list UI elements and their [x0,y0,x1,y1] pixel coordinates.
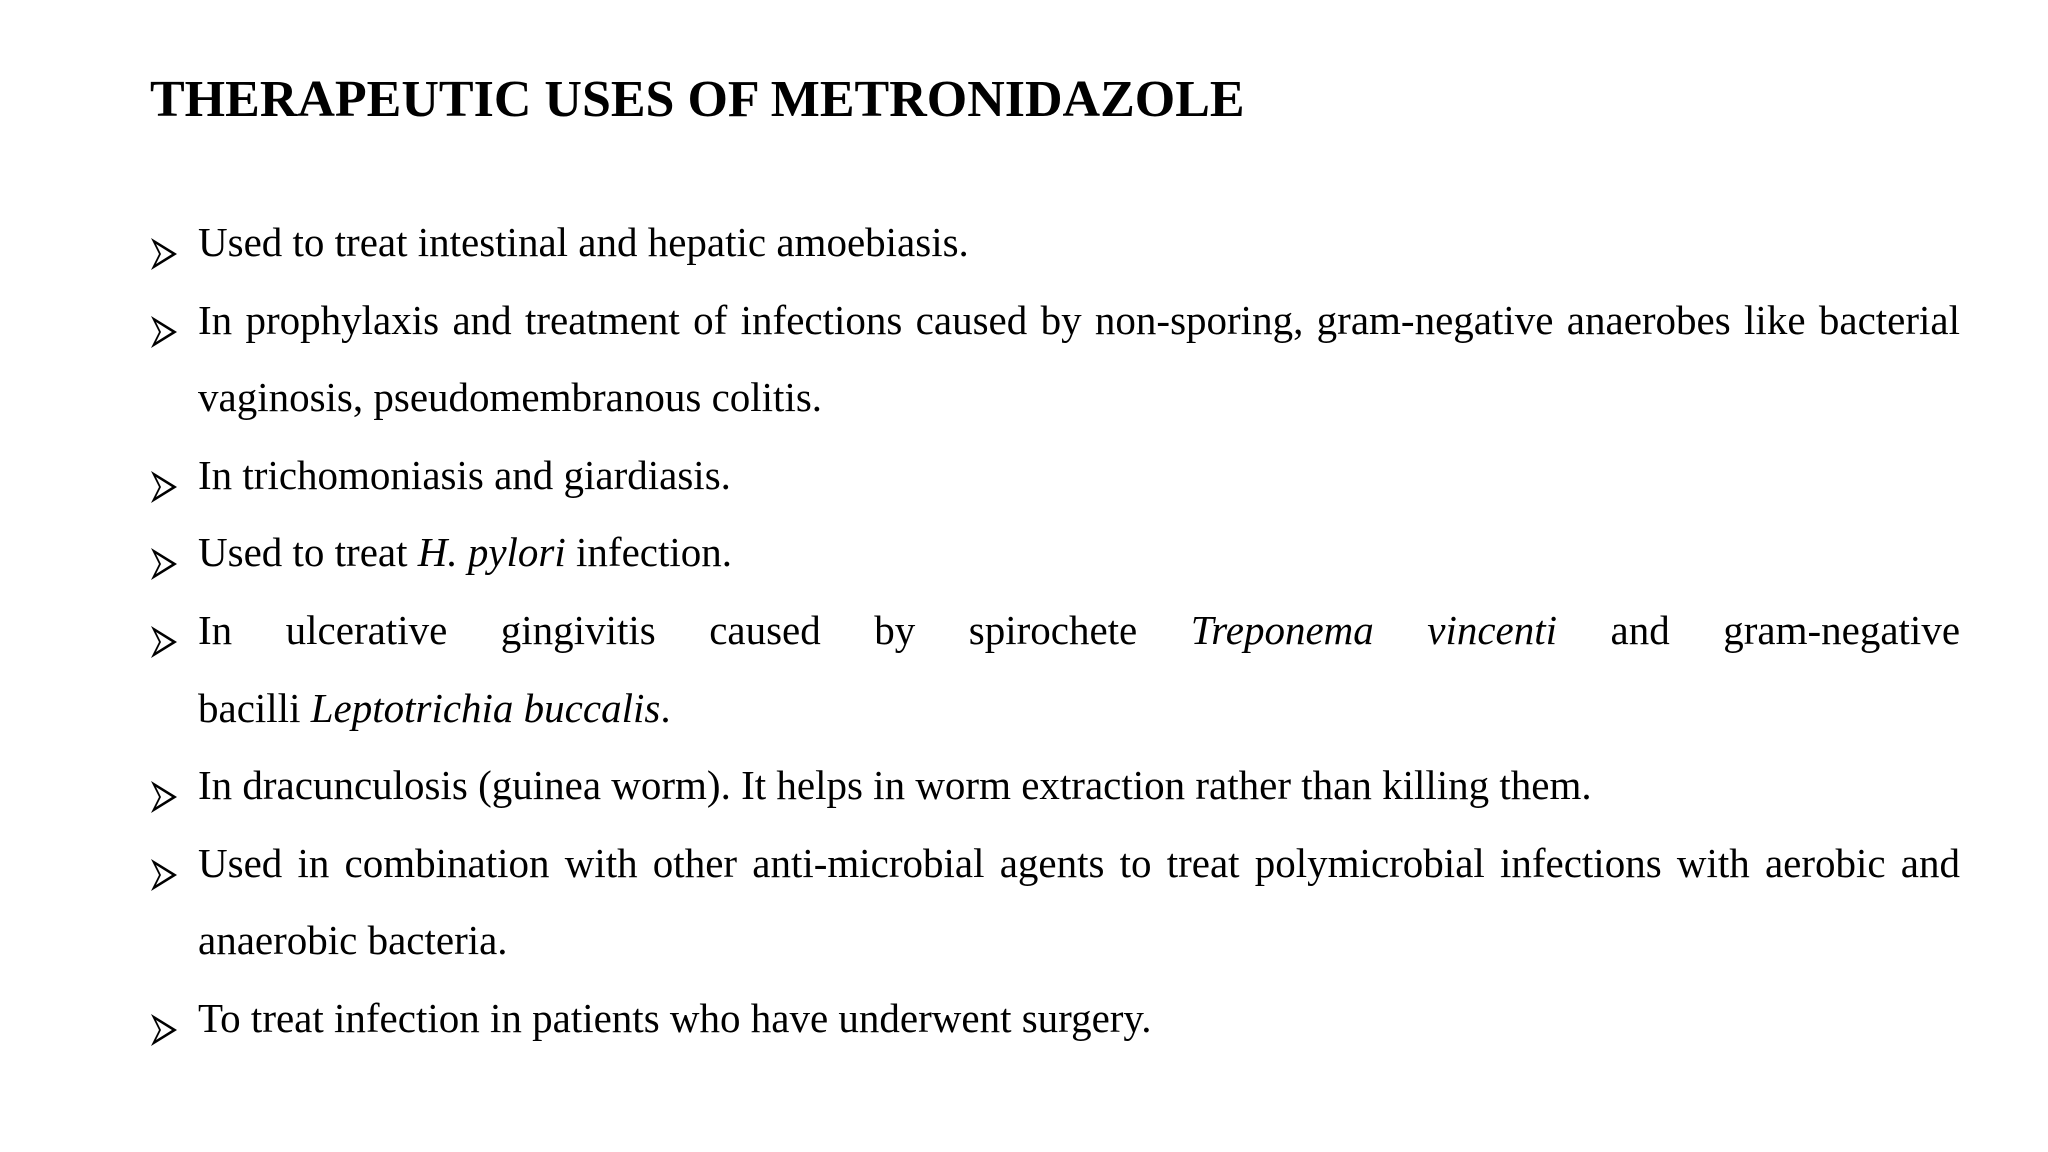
bullet-text-segment: In ulcerative gingivitis caused by spirochete [198,606,1191,653]
bullet-text-segment: In dracunculosis (guinea worm). It helps in worm extraction rather than killing them. [198,762,1592,809]
arrowhead-bullet-icon [150,763,178,799]
bullet-text [198,840,1960,964]
arrowhead-bullet-icon [150,608,178,644]
arrowhead-bullet-icon-graphic [150,546,178,582]
bullet-item-8 [150,980,1960,1058]
bullet-item-3 [150,437,1960,515]
bullet-item-6 [150,747,1960,825]
arrowhead-bullet-icon-graphic [150,624,178,660]
arrowhead-bullet-icon [150,453,178,489]
bullet-item-2 [150,282,1960,437]
bullet-text [198,219,969,265]
bullet-text-line [198,670,1960,748]
bullet-text-segment: Used to treat intestinal and hepatic amoebiasis. [198,219,969,265]
arrowhead-bullet-icon [150,530,178,566]
bullet-text-segment: infection. [565,529,733,576]
bullet-text [198,995,1152,1041]
arrowhead-bullet-icon-graphic [150,857,178,893]
organism-name: H. pylori [417,529,566,576]
bullet-text-segment: To treat infection in patients who have underwent surgery. [198,994,1152,1041]
slide-title: THERAPEUTIC USES OF METRONIDAZOLE [150,71,1245,128]
bullet-text [198,452,731,498]
bullet-text-segment: In trichomoniasis and giardiasis. [198,451,731,498]
arrowhead-bullet-icon [150,996,178,1032]
arrowhead-bullet-icon-graphic [150,314,178,350]
bullet-item-5 [150,592,1960,747]
bullet-text-segment: . [660,684,671,731]
bullet-list [150,204,1960,1058]
arrowhead-bullet-icon [150,220,178,256]
arrowhead-bullet-icon-graphic [150,236,178,272]
bullet-text-segment: In prophylaxis and treatment of infections caused by non-sporing, gram-negative anaerobes like bacterial vaginosis, pseudomembranous colitis. [198,296,1960,421]
bullet-item-7 [150,825,1960,980]
bullet-text [198,762,1592,808]
bullet-text-segment: and gram-negative [1557,606,1961,653]
bullet-text-segment: Used in combination with other anti-microbial agents to treat polymicrobial infections with aerobic and anaerobic bacteria. [198,839,1960,964]
arrowhead-bullet-icon [150,298,178,334]
organism-name: Leptotrichia buccalis [310,684,661,731]
arrowhead-bullet-icon [150,841,178,877]
bullet-text-line [198,592,1960,670]
arrowhead-bullet-icon-graphic [150,1012,178,1048]
bullet-item-1 [150,204,1960,282]
arrowhead-bullet-icon-graphic [150,469,178,505]
organism-name: Treponema vincenti [1190,606,1558,653]
bullet-text-segment: Used to treat [198,529,418,576]
bullet-item-4 [150,514,1960,592]
bullet-text-segment: bacilli [198,684,311,731]
arrowhead-bullet-icon-graphic [150,779,178,815]
bullet-text [198,529,732,575]
bullet-text [198,297,1960,421]
